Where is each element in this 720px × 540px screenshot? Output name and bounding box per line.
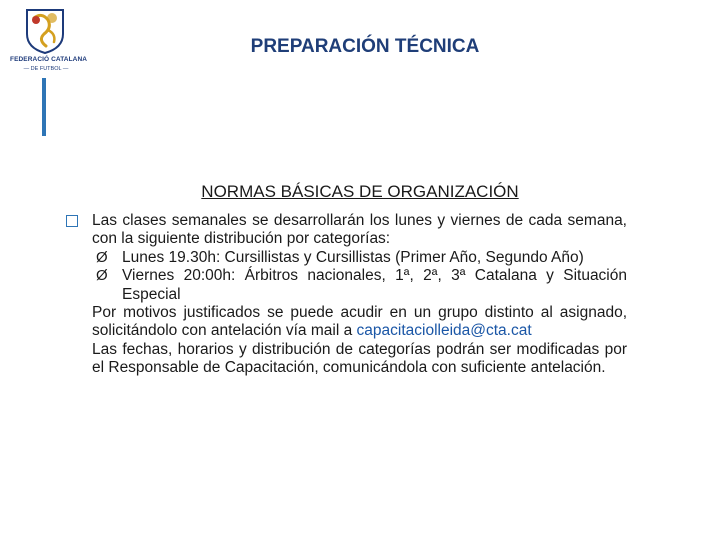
shield-icon <box>24 8 66 54</box>
page-title: PREPARACIÓN TÉCNICA <box>250 36 480 57</box>
contact-text: Por motivos justificados se puede acudir en un grupo distinto al asignado, solicitándolo con antelación vía mail a <box>92 304 627 340</box>
arrow-bullet-icon: Ø <box>96 248 108 266</box>
accent-bar <box>42 78 46 136</box>
section-subtitle: NORMAS BÁSICAS DE ORGANIZACIÓN <box>201 182 519 201</box>
arrow-bullet-icon: Ø <box>96 267 108 285</box>
body-content <box>92 212 627 378</box>
notice-paragraph: Las fechas, horarios y distribución de categorías podrán ser modificadas por el Responsable de Capacitación, comunicándola con suficiente antelación. <box>92 340 627 377</box>
email-link[interactable]: capacitaciolleida@cta.cat <box>356 322 532 340</box>
square-bullet-icon <box>66 215 78 227</box>
logo-subtitle: — DE FUTBOL — <box>23 66 69 72</box>
list-item <box>92 267 627 304</box>
list-item-text: Lunes 19.30h: Cursillistas y Cursillistas (Primer Año, Segundo Año) <box>122 248 584 266</box>
intro-paragraph: Las clases semanales se desarrollarán los lunes y viernes de cada semana, con la siguiente distribución por categorías: <box>92 212 627 248</box>
federation-logo <box>10 8 88 74</box>
list-item-text: Viernes 20:00h: Árbitros nacionales, 1ª, 2ª, 3ª Catalana y Situación Especial <box>122 267 627 303</box>
logo-name: FEDERACIÓ CATALANA <box>10 56 88 63</box>
contact-paragraph <box>92 304 627 341</box>
list-item <box>92 249 627 267</box>
